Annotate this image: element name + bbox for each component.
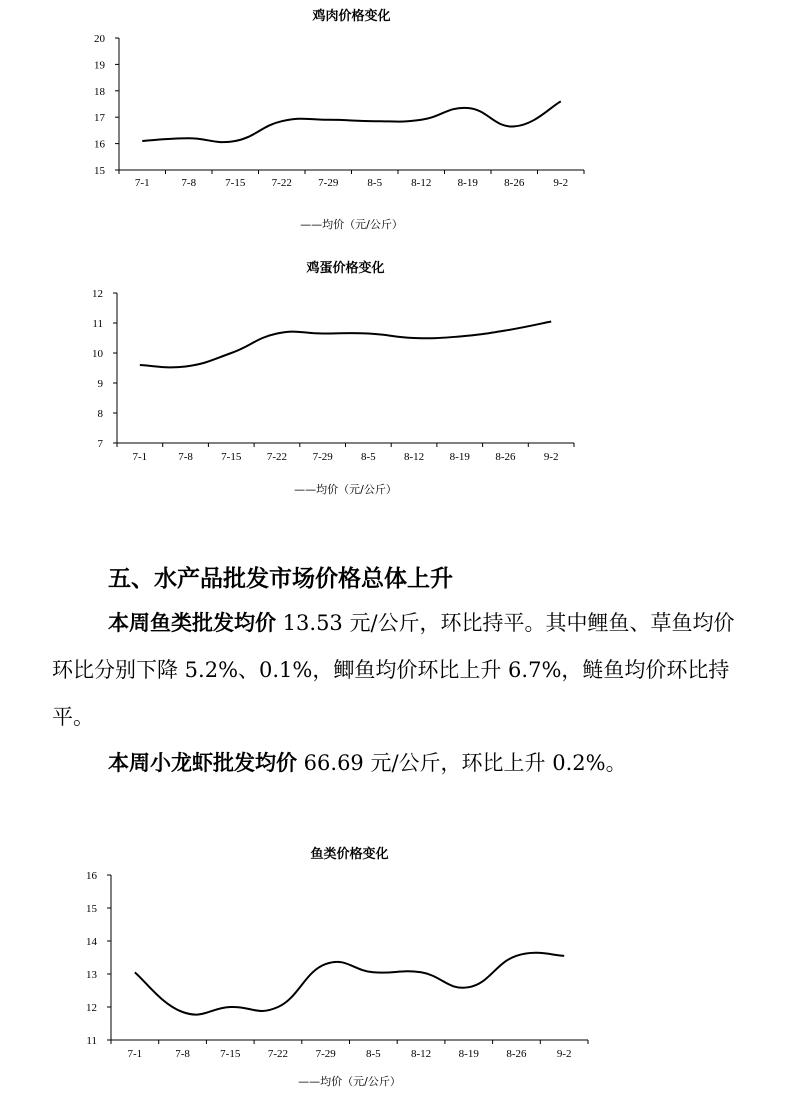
fish-paragraph-lead: 本周鱼类批发均价 [108,611,276,635]
chicken-x-tick-label: 8-12 [411,177,432,189]
chicken-y-tick-label: 18 [94,85,105,98]
fish-paragraph [52,600,752,741]
fish-x-tick-label: 7-22 [267,1048,289,1060]
egg-y-tick-label: 9 [97,378,103,390]
egg-y-tick-label: 8 [97,408,103,420]
egg-x-tick-label: 7-1 [132,451,148,463]
chicken-y-tick-label: 19 [94,59,105,72]
chicken-series-line [142,101,561,142]
fish-price-chart [0,838,798,1095]
egg-x-tick-label: 8-19 [449,451,470,463]
egg-x-tick-label: 8-12 [403,451,425,463]
egg-x-tick-label: 7-29 [312,451,333,463]
chicken-x-tick-label: 7-15 [225,177,246,189]
fish-x-tick-label: 8-19 [458,1048,479,1060]
fish-series-line [135,953,564,1015]
fish-y-tick-label: 16 [86,870,97,882]
fish-chart-title: 鱼类价格变化 [310,847,389,862]
chicken-x-tick-label: 7-29 [318,177,339,189]
chicken-y-tick-label: 16 [94,138,105,151]
egg-y-tick-label: 7 [97,438,103,450]
fish-legend: ——均价（元/公斤） [298,1075,401,1088]
chicken-y-tick-label: 15 [94,165,105,177]
section-heading: 五、水产品批发市场价格总体上升 [108,566,453,592]
fish-x-tick-label: 7-15 [220,1048,241,1060]
fish-y-tick-label: 15 [86,903,97,915]
chicken-x-tick-label: 7-8 [181,177,197,189]
chicken-x-tick-label: 7-22 [271,177,292,189]
egg-legend: ——均价（元/公斤） [294,483,397,496]
chicken-legend: ——均价（元/公斤） [300,218,403,231]
fish-x-tick-label: 8-12 [410,1048,432,1060]
egg-x-tick-label: 9-2 [543,451,559,463]
egg-chart-svg [0,255,798,505]
egg-y-tick-label: 11 [92,318,103,330]
fish-x-tick-label: 7-8 [175,1048,190,1060]
fish-paragraph-text: 13.53 元/公斤，环比持平。其中鲤鱼、草鱼均价环比分别下降 5.2%、0.1%，鲫鱼均价环比上升 6.7%，鲢鱼均价环比持平。 [52,611,735,729]
egg-x-tick-label: 8-26 [495,451,516,463]
chicken-chart-svg [0,0,798,240]
fish-x-tick-label: 7-29 [315,1048,336,1060]
fish-chart-svg [0,838,798,1095]
fish-y-tick-label: 11 [86,1035,97,1047]
fish-x-tick-label: 9-2 [556,1048,572,1060]
chicken-x-tick-label: 8-5 [367,177,383,189]
egg-y-tick-label: 12 [92,288,103,300]
chicken-y-tick-label: 17 [94,112,105,125]
fish-y-tick-label: 14 [86,936,97,948]
egg-chart-title: 鸡蛋价格变化 [306,261,385,276]
egg-x-tick-label: 7-22 [266,451,288,463]
egg-price-chart [0,255,798,505]
chicken-chart-title: 鸡肉价格变化 [312,9,391,24]
crayfish-paragraph-lead: 本周小龙虾批发均价 [108,751,297,775]
fish-x-tick-label: 7-1 [127,1048,143,1060]
chicken-x-tick-label: 9-2 [553,177,569,189]
egg-series-line [140,322,551,368]
egg-x-tick-label: 8-5 [361,451,376,463]
chicken-x-tick-label: 8-19 [457,177,478,189]
fish-x-tick-label: 8-26 [506,1048,527,1060]
fish-x-tick-label: 8-5 [366,1048,381,1060]
egg-y-tick-label: 10 [92,348,103,360]
crayfish-paragraph-text: 66.69 元/公斤，环比上升 0.2%。 [297,751,627,775]
fish-y-tick-label: 13 [86,969,97,981]
chicken-y-tick-label: 20 [94,33,105,45]
fish-y-tick-label: 12 [86,1002,97,1014]
chicken-x-tick-label: 8-26 [504,177,525,189]
egg-x-tick-label: 7-15 [221,451,242,463]
chicken-x-tick-label: 7-1 [134,177,150,189]
crayfish-paragraph [52,740,752,787]
chicken-price-chart [0,0,798,240]
egg-x-tick-label: 7-8 [178,451,193,463]
